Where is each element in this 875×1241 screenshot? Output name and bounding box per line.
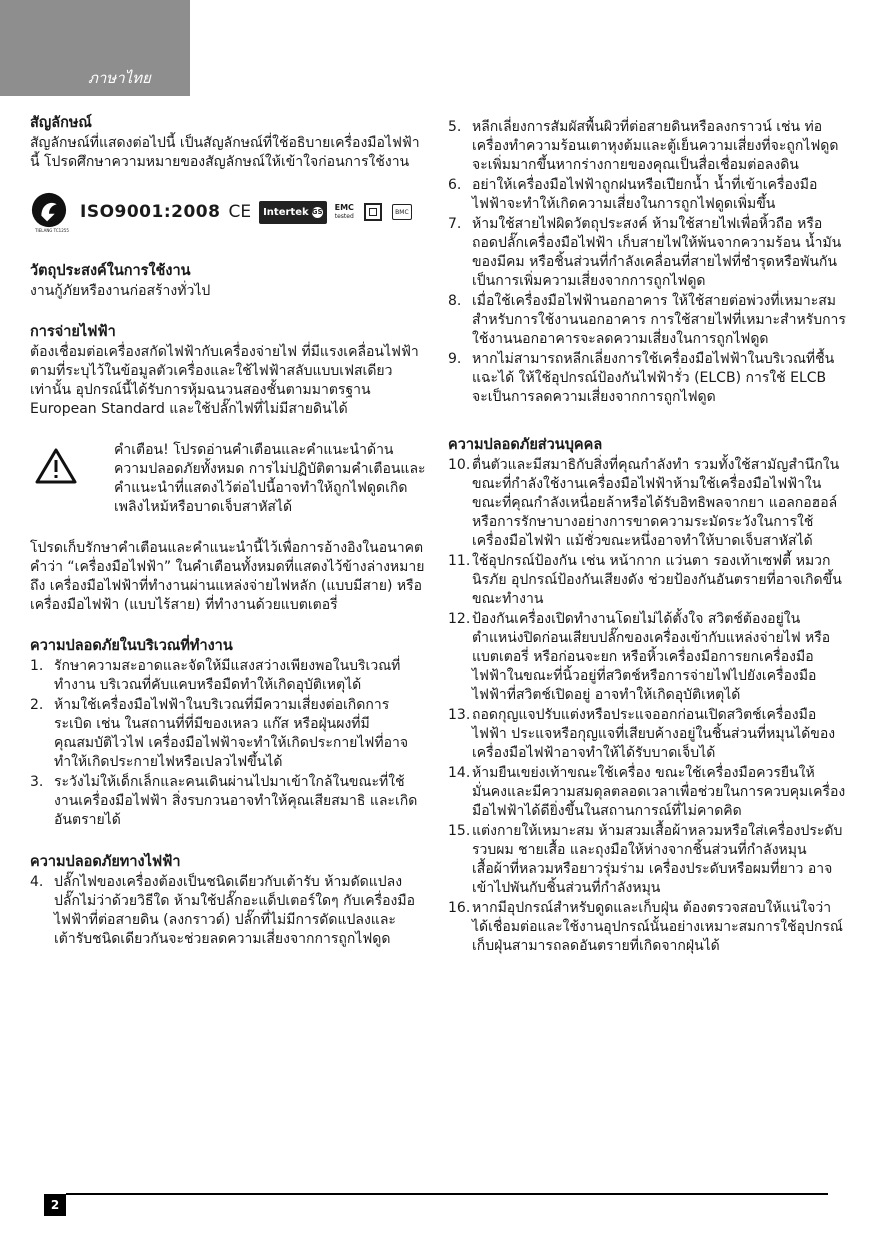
list-item: 10. ตื่นตัวและมีสมาธิกับสิ่งที่คุณกำลังทำ รวมทั้งใช้สามัญสำนึกในขณะที่กำลังใช้งานเครื่องมือไฟฟ้าห้ามใช้เครื่องมือไฟฟ้าในขณะที่คุณกำลังเหนื่อยล้าหรือได้รับอิทธิพลจากยา แอลกอฮอล์ หรือการรักษาบางอย่างการขาดความระมัดระวังในการใช้เครื่องมือไฟฟ้า แม้ชั่วขณะหนึ่งอาจทำให้บาดเจ็บสาหัสได้: [448, 457, 840, 549]
purpose-heading: วัตถุประสงค์ในการใช้งาน: [30, 263, 191, 279]
iso-mark: ISO9001:2008: [80, 201, 221, 222]
tielang-label: TIELANG TC1255: [35, 228, 69, 233]
right-column: [448, 118, 846, 957]
list-item: 15. แต่งกายให้เหมาะสม ห้ามสวมเสื้อผ้าหลวมหรือใส่เครื่องประดับ รวบผม ชายเสื้อ และถุงมือให้ห่างจากชิ้นส่วนที่กำลังหมุน เสื้อผ้าที่หลวมหรือยาวรุ่มร่าม เครื่องประดับหรือผมที่ยาว อาจเข้าไปพันกับชิ้นส่วนที่กำลังหมุน: [448, 823, 843, 896]
work-area-heading: ความปลอดภัยในบริเวณที่ทำงาน: [30, 638, 233, 654]
emc-label: EMC: [334, 202, 354, 212]
emc-tested-label: tested: [334, 212, 354, 220]
certification-logos: [30, 190, 427, 234]
personal-safety-heading: ความปลอดภัยส่วนบุคคล: [448, 437, 603, 453]
list-item: 13. ถอดกุญแจปรับแต่งหรือประแจออกก่อนเปิดสวิตช์เครื่องมือไฟฟ้า ประแจหรือกุญแจที่เสียบค้างอยู่ในชิ้นส่วนที่หมุนได้ของเครื่องมือไฟฟ้าอาจทำให้ได้รับบาดเจ็บได้: [448, 707, 836, 761]
list-item: 1. รักษาความสะอาดและจัดให้มีแสงสว่างเพียงพอในบริเวณที่ทำงาน บริเวณที่คับแคบหรือมืดทำให้เกิดอุบัติเหตุได้: [30, 658, 401, 693]
list-item: 6. อย่าให้เครื่องมือไฟฟ้าถูกฝนหรือเปียกน้ำ น้ำที่เข้าเครื่องมือไฟฟ้าจะทำให้เกิดความเสี่ยงในการถูกไฟดูดเพิ่มขึ้น: [448, 177, 818, 212]
warning-triangle-icon: [34, 447, 78, 485]
power-heading: การจ่ายไฟฟ้า: [30, 324, 116, 340]
symbols-heading: สัญลักษณ์: [30, 115, 92, 131]
footer-rule: [66, 1193, 828, 1195]
warning-box: [30, 441, 427, 517]
list-item: 7. ห้ามใช้สายไฟผิดวัตถุประสงค์ ห้ามใช้สายไฟเพื่อหิ้วถือ หรือถอดปลั๊กเครื่องมือไฟฟ้า เก็บสายไฟให้พ้นจากความร้อน น้ำมัน ของมีคม หรือชิ้นส่วนที่กำลังเคลื่อนที่สายไฟที่ชำรุดหรือพันกันเป็นการเพิ่มความเสี่ยงจากการถูกไฟดูด: [448, 216, 842, 289]
list-item: 12. ป้องกันเครื่องเปิดทำงานโดยไม่ได้ตั้งใจ สวิตช์ต้องอยู่ในตำแหน่งปิดก่อนเสียบปลั๊กของเครื่องเข้ากับแหล่งจ่ายไฟ หรือแบตเตอรี่ หรือก่อนจะยก หรือหิ้วเครื่องมือการยกเครื่องมือไฟฟ้าในขณะที่นิ้วอยู่ที่สวิตช์หรือการจ่ายไฟไปยังเครื่องมือไฟฟ้าที่สวิตช์เปิดอยู่ อาจทำให้เกิดอุบัติเหตุได้: [448, 611, 831, 703]
ce-mark: CE: [228, 201, 252, 222]
double-insulation-icon: [364, 203, 382, 221]
list-item: 14. ห้ามยืนเขย่งเท้าขณะใช้เครื่อง ขณะใช้เครื่องมือควรยืนให้มั่นคงและมีความสมดุลตลอดเวลาเพื่อช่วยในการควบคุมเครื่องมือไฟฟ้าได้ดียิ่งขึ้นในสถานการณ์ที่ไม่คาดคิด: [448, 765, 846, 819]
list-item: 11. ใช้อุปกรณ์ป้องกัน เช่น หน้ากาก แว่นตา รองเท้าเซฟตี้ หมวกนิรภัย อุปกรณ์ป้องกันเสียงดัง ช่วยป้องกันอันตรายที่อาจเกิดขึ้นขณะทำงาน: [448, 553, 842, 607]
language-label: ภาษาไทย: [88, 69, 151, 87]
keep-instructions-text: โปรดเก็บรักษาคำเตือนและคำแนะนำนี้ไว้เพื่อการอ้างอิงในอนาคต คำว่า “เครื่องมือไฟฟ้า” ในคำเตือนทั้งหมดที่แสดงไว้ข้างล่างหมายถึง เครื่องมือไฟฟ้าที่ทำงานผ่านแหล่งจ่ายไฟหลัก (แบบมีสาย) หรือเครื่องมือไฟฟ้า (แบบไร้สาย) ที่ทำงานด้วยแบตเตอรี่: [30, 540, 425, 613]
list-item: 5. หลีกเลี่ยงการสัมผัสพื้นผิวที่ต่อสายดินหรือลงกราวน์ เช่น ท่อ เครื่องทำความร้อนเตาหุงต้มและตู้เย็นความเสี่ยงที่จะถูกไฟดูดจะเพิ่มมากขึ้นหากร่างกายของคุณเป็นสื่อเชื่อมต่อลงดิน: [448, 119, 839, 173]
tielang-logo: [30, 191, 74, 233]
list-item: 2. ห้ามใช้เครื่องมือไฟฟ้าในบริเวณที่มีความเสี่ยงต่อเกิดการระเบิด เช่น ในสถานที่ที่มีของเหลว แก๊ส หรือฝุ่นผงที่มีคุณสมบัติไวไฟ เครื่องมือไฟฟ้าจะทำให้เกิดประกายไฟที่อาจทำให้เกิดประกายไฟหรือเปลวไฟขึ้นได้: [30, 697, 409, 770]
intertek-mark: [259, 201, 327, 224]
personal-safety-list: [448, 456, 846, 956]
list-item: 9. หากไม่สามารถหลีกเลี่ยงการใช้เครื่องมือไฟฟ้าในบริเวณที่ชื้นแฉะได้ ให้ใช้อุปกรณ์ป้องกันไฟฟ้ารั่ว (ELCB) การใช้ ELCB จะเป็นการลดความเสี่ยงจากการถูกไฟดูด: [448, 351, 835, 405]
warning-icon-wrap: [30, 441, 114, 517]
language-tab: [0, 0, 190, 96]
electrical-list-left: [30, 873, 427, 949]
left-column: [30, 114, 427, 950]
bsmi-mark: BMC: [392, 204, 412, 220]
list-item: 3. ระวังไม่ให้เด็กเล็กและคนเดินผ่านไปมาเข้าใกล้ในขณะที่ใช้งานเครื่องมือไฟฟ้า สิ่งรบกวนอาจทำให้คุณเสียสมาธิ และเกิดอันตรายได้: [30, 774, 418, 828]
page-number: 2: [44, 1194, 66, 1216]
purpose-text: งานกู้ภัยหรืองานก่อสร้างทั่วไป: [30, 283, 211, 299]
intertek-label: Intertek: [263, 206, 309, 218]
list-item: 8. เมื่อใช้เครื่องมือไฟฟ้านอกอาคาร ให้ใช้สายต่อพ่วงที่เหมาะสมสำหรับการใช้งานนอกอาคาร การใช้สายไฟที่เหมาะสำหรับการใช้งานนอกอาคารจะลดความเสี่ยงในการถูกไฟดูด: [448, 293, 846, 347]
list-item: 16. หากมีอุปกรณ์สำหรับดูดและเก็บฝุ่น ต้องตรวจสอบให้แน่ใจว่าได้เชื่อมต่อและใช้งานอุปกรณ์นั้นอย่างเหมาะสมการใช้อุปกรณ์เก็บฝุ่นสามารถลดอันตรายที่เกิดจากฝุ่นได้: [448, 900, 843, 954]
list-item: 4. ปลั๊กไฟของเครื่องต้องเป็นชนิดเดียวกับเต้ารับ ห้ามดัดแปลงปลั๊กไม่ว่าด้วยวิธีใด ห้ามใช้ปลั๊กอะแด็ปเตอร์ใดๆ กับเครื่องมือไฟฟ้าที่ต่อสายดิน (ลงกราวด์) ปลั๊กที่ไม่มีการดัดแปลงและเต้ารับชนิดเดียวกันจะช่วยลดความเสี่ยงจากการถูกไฟดูด: [30, 874, 416, 947]
power-text: ต้องเชื่อมต่อเครื่องสกัดไฟฟ้ากับเครื่องจ่ายไฟ ที่มีแรงเคลื่อนไฟฟ้าตามที่ระบุไว้ในข้อมูลตัวเครื่องและใช้ไฟฟ้าสลับแบบเฟสเดียวเท่านั้น อุปกรณ์นี้ได้รับการหุ้มฉนวนสองชั้นตามมาตรฐาน European Standard และใช้ปลั๊กไฟที่ไม่มีสายดินได้: [30, 344, 419, 417]
symbols-text: สัญลักษณ์ที่แสดงต่อไปนี้ เป็นสัญลักษณ์ที่ใช้อธิบายเครื่องมือไฟฟ้านี้ โปรดศึกษาความหมายของสัญลักษณ์ให้เข้าใจก่อนการใช้งาน: [30, 135, 420, 170]
gs-icon: GS: [311, 207, 323, 216]
warning-text: คำเตือน! โปรดอ่านคำเตือนและคำแนะนำด้านความปลอดภัยทั้งหมด การไม่ปฏิบัติตามคำเตือนและคำแนะนำที่แสดงไว้ต่อไปนี้อาจทำให้ถูกไฟดูดเกิดเพลิงไหม้หรือบาดเจ็บสาหัสได้: [114, 442, 426, 515]
tielang-icon: [30, 191, 68, 229]
electrical-list-right: [448, 118, 846, 407]
work-area-list: [30, 657, 427, 830]
emc-mark: [335, 204, 354, 221]
electrical-heading: ความปลอดภัยทางไฟฟ้า: [30, 854, 181, 870]
